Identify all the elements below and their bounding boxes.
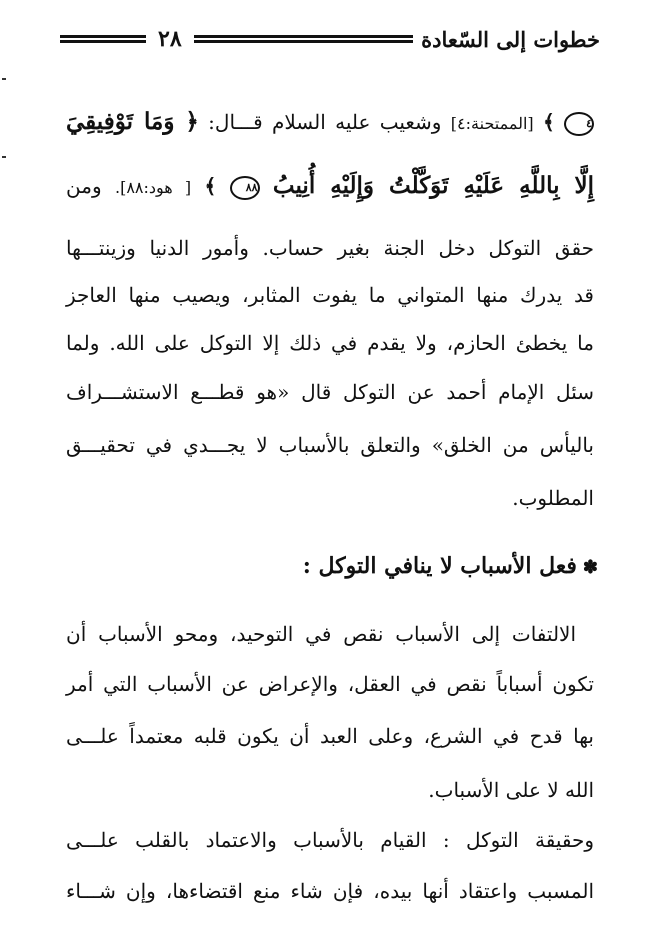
section-heading (220, 553, 598, 579)
body-line-4: قد يدرك منها المتواني ما يفوت المثابر، ويصيب منها العاجز (66, 283, 594, 307)
verse-number-ornament: ٤ (564, 112, 594, 136)
body-line-6: سئل الإمام أحمد عن التوكل قال «هو قطـــع الاستشـــراف (66, 380, 594, 404)
para2-line-1: الالتفات إلى الأسباب نقص في التوحيد، ومحو الأسباب أن (66, 622, 576, 646)
body-line-7: باليأس من الخلق» والتعلق بالأسباب لا يجـــدي في تحقيـــق (66, 433, 594, 457)
header-rule-long (194, 35, 413, 43)
quran-verse: ﴿ وَمَا تَوْفِيقِيَ (66, 108, 199, 135)
para2-line-2: تكون أسباباً نقص في العقل، والإعراض عن الأسباب التي أمر (66, 672, 594, 696)
running-title: خطوات إلى السّعادة (421, 26, 600, 52)
body-line-8: المطلوب. (512, 486, 594, 510)
page-header (60, 22, 600, 56)
section-heading-text: فعل الأسباب لا ينافي التوكل : (302, 553, 577, 579)
page-number: ٢٨ (158, 26, 182, 52)
verse-number-ornament: ٨٨ (230, 176, 260, 200)
para3-line-1: وحقيقة التوكل : القيام بالأسباب والاعتماد بالقلب علـــى (66, 828, 594, 852)
para2-line-3: بها قدح في الشرع، وعلى العبد أن يكون قلبه معتمداً علـــى (66, 724, 594, 748)
body-line-1: ٤ ﴾ [الممتحنة:٤] وشعيب عليه السلام قـــال: ﴿ وَمَا تَوْفِيقِيَ (66, 108, 592, 135)
header-rule-short (60, 35, 146, 43)
body-line-5: ما يخطئ الحازم، ولا يقدم في ذلك إلا التوكل على الله. ولما (66, 331, 594, 355)
para3-line-2: المسبب واعتقاد أنها بيده، فإن شاء منع اقتضاءها، وإن شـــاء (66, 879, 594, 903)
surah-reference: [الممتحنة:٤] (450, 114, 534, 133)
flower-icon: ✽ (582, 557, 598, 578)
body-line-3: حقق التوكل دخل الجنة بغير حساب. وأمور الدنيا وزينتـــها (66, 236, 594, 260)
margin-mark (2, 156, 6, 158)
para2-line-4: الله لا على الأسباب. (428, 778, 594, 802)
quran-verse: إِلَّا بِاللَّهِ عَلَيْهِ تَوَكَّلْتُ وَإِلَيْهِ أُنِيبُ (272, 172, 595, 199)
margin-mark (2, 78, 6, 80)
body-line-2: إِلَّا بِاللَّهِ عَلَيْهِ تَوَكَّلْتُ وَإِلَيْهِ أُنِيبُ ٨٨ ﴾ [ هود:٨٨]. ومن (66, 172, 595, 199)
surah-reference: [ هود:٨٨]. (114, 178, 192, 197)
